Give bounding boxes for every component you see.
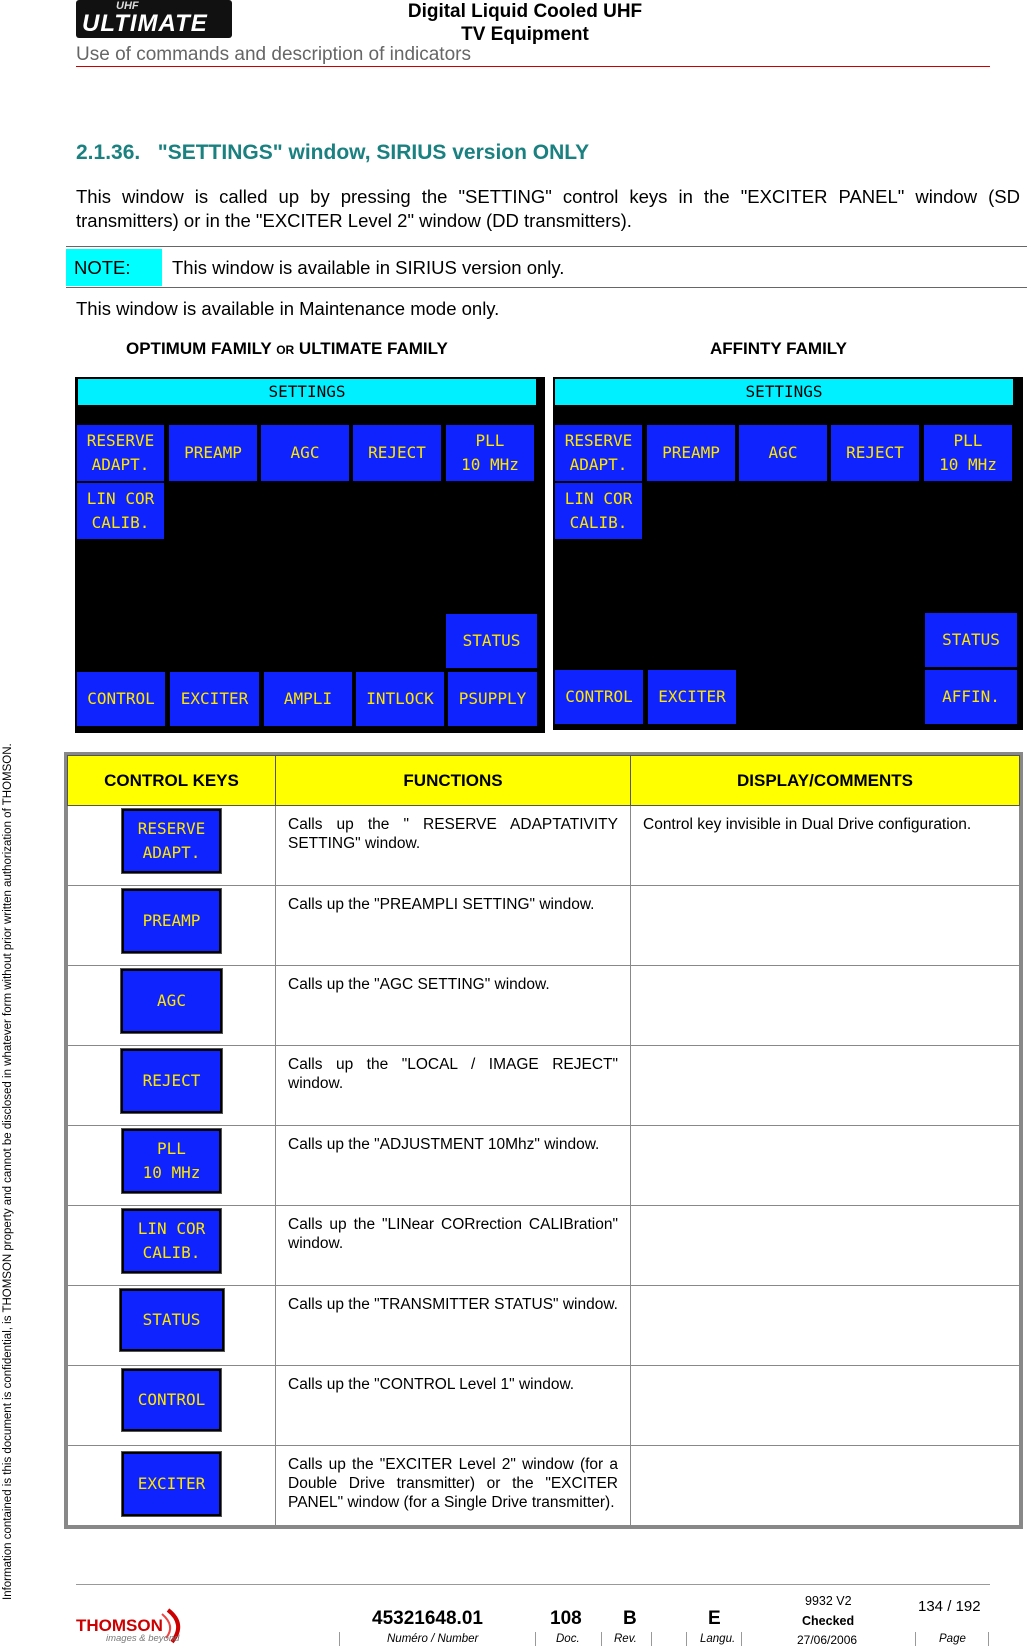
document-title: Digital Liquid Cooled UHF TV Equipment <box>407 1 643 45</box>
label-langu: Langu. <box>700 1633 736 1645</box>
key-reserve-adapt[interactable]: RESERVE ADAPT. <box>555 425 642 481</box>
document-doc: 108 <box>550 1608 582 1629</box>
key-ampli[interactable]: AMPLI <box>264 672 352 726</box>
function-cell: Calls up the "TRANSMITTER STATUS" window. <box>276 1286 631 1366</box>
key-preamp[interactable]: PREAMP <box>647 425 735 481</box>
table-row <box>68 1126 1020 1206</box>
function-cell: Calls up the "PREAMPLI SETTING" window. <box>276 886 631 966</box>
key-lin-cor[interactable]: LIN COR CALIB. <box>555 483 642 539</box>
screen-title: SETTINGS <box>78 379 536 405</box>
footer-separator <box>339 1632 340 1646</box>
key-reserve-adapt[interactable]: RESERVE ADAPT. <box>77 425 164 481</box>
key-reject[interactable]: REJECT <box>121 1049 222 1113</box>
header-divider <box>76 66 990 67</box>
comment-cell: Control key invisible in Dual Drive configuration. <box>631 806 1020 886</box>
settings-screen-optimum <box>75 377 545 733</box>
thomson-logo: THOMSON images & beyond <box>76 1604 190 1644</box>
key-status[interactable]: STATUS <box>446 614 537 668</box>
document-rev: B <box>623 1608 637 1629</box>
header-display-comments: DISPLAY/COMMENTS <box>631 756 1020 806</box>
note-text: This window is available in SIRIUS version only. <box>172 257 565 278</box>
footer-separator <box>915 1632 916 1646</box>
function-cell: Calls up the "AGC SETTING" window. <box>276 966 631 1046</box>
chapter-subtitle: Use of commands and description of indicators <box>76 44 471 65</box>
function-cell: Calls up the " RESERVE ADAPTATIVITY SETTING" window. <box>276 806 631 886</box>
key-reject[interactable]: REJECT <box>353 425 441 481</box>
maintenance-remark: This window is available in Maintenance mode only. <box>76 298 500 319</box>
footer-separator <box>601 1632 602 1646</box>
function-cell: Calls up the "ADJUSTMENT 10Mhz" window. <box>276 1126 631 1206</box>
function-cell: Calls up the "EXCITER Level 2" window (for a Double Drive transmitter) or the "EXCITER PANEL" window (for a Single Drive transmitter). <box>276 1446 631 1526</box>
key-preamp[interactable]: PREAMP <box>169 425 257 481</box>
document-date: 27/06/2006 <box>797 1633 858 1647</box>
family-label-left: OPTIMUM FAMILY OR ULTIMATE FAMILY <box>126 339 448 358</box>
footer-divider <box>76 1584 990 1585</box>
key-exciter[interactable]: EXCITER <box>122 1452 221 1516</box>
intro-paragraph: This window is called up by pressing the "SETTING" control keys in the "EXCITER PANEL" window (SD transmitters) or in the "EXCITER Level 2" window (DD transmitters). <box>76 186 1020 231</box>
header-control-keys: CONTROL KEYS <box>68 756 276 806</box>
key-agc[interactable]: AGC <box>261 425 349 481</box>
key-control[interactable]: CONTROL <box>555 670 643 724</box>
comment-cell <box>631 886 1020 966</box>
table-row <box>68 1046 1020 1126</box>
key-pll[interactable]: PLL 10 MHz <box>122 1129 221 1193</box>
comment-cell <box>631 1126 1020 1206</box>
key-preamp[interactable]: PREAMP <box>122 889 221 953</box>
table-row <box>68 966 1020 1046</box>
comment-cell <box>631 1206 1020 1286</box>
table-header-row <box>68 756 1020 806</box>
key-intlock[interactable]: INTLOCK <box>356 672 444 726</box>
table-row <box>68 1446 1020 1526</box>
ultimate-logo: UHF ULTIMATE <box>76 0 232 38</box>
table-row <box>68 1286 1020 1366</box>
header-functions: FUNCTIONS <box>276 756 631 806</box>
key-pll[interactable]: PLL 10 MHz <box>446 425 534 481</box>
footer-separator <box>686 1632 687 1646</box>
family-label-right: AFFINTY FAMILY <box>710 339 847 358</box>
footer-separator <box>651 1632 652 1646</box>
checked-label: Checked <box>802 1614 855 1628</box>
page-number: 134 / 192 <box>918 1598 981 1615</box>
key-agc[interactable]: AGC <box>739 425 827 481</box>
screen-title: SETTINGS <box>555 379 1013 405</box>
confidentiality-notice: Information contained is this document is confidential, is THOMSON property and cannot be disclosed in whatever form without prior written authorization of THOMSON. <box>2 743 14 1600</box>
function-cell: Calls up the "LINear CORrection CALIBration" window. <box>276 1206 631 1286</box>
comment-cell <box>631 1046 1020 1126</box>
control-keys-table <box>67 755 1020 1526</box>
note-label: NOTE: <box>66 249 162 286</box>
footer-separator <box>535 1632 536 1646</box>
document-language: E <box>708 1608 721 1629</box>
table-row <box>68 1206 1020 1286</box>
key-pll[interactable]: PLL 10 MHz <box>924 425 1012 481</box>
table-row <box>68 806 1020 886</box>
document-number: 45321648.01 <box>372 1608 483 1629</box>
key-agc[interactable]: AGC <box>121 969 222 1033</box>
note-divider-top <box>66 246 1027 247</box>
key-reject[interactable]: REJECT <box>831 425 919 481</box>
function-cell: Calls up the "LOCAL / IMAGE REJECT" window. <box>276 1046 631 1126</box>
section-heading: 2.1.36. "SETTINGS" window, SIRIUS version ONLY <box>76 141 590 164</box>
note-divider-bottom <box>66 287 1027 288</box>
table-row <box>68 1366 1020 1446</box>
comment-cell <box>631 1286 1020 1366</box>
key-control[interactable]: CONTROL <box>122 1369 221 1431</box>
comment-cell <box>631 1366 1020 1446</box>
comment-cell <box>631 966 1020 1046</box>
key-psupply[interactable]: PSUPPLY <box>448 672 537 726</box>
table-row <box>68 886 1020 966</box>
label-page: Page <box>939 1633 966 1645</box>
label-doc: Doc. <box>556 1633 580 1645</box>
function-cell: Calls up the "CONTROL Level 1" window. <box>276 1366 631 1446</box>
key-exciter[interactable]: EXCITER <box>648 670 736 724</box>
label-rev: Rev. <box>614 1633 637 1645</box>
key-exciter[interactable]: EXCITER <box>170 672 259 726</box>
document-version: 9932 V2 <box>805 1594 852 1608</box>
key-lin-cor[interactable]: LIN COR CALIB. <box>122 1209 221 1273</box>
key-affin[interactable]: AFFIN. <box>925 670 1017 724</box>
key-status[interactable]: STATUS <box>925 613 1017 667</box>
comment-cell <box>631 1446 1020 1526</box>
footer-separator <box>741 1632 742 1646</box>
label-number: Numéro / Number <box>387 1633 479 1645</box>
key-control[interactable]: CONTROL <box>77 672 165 726</box>
key-reserve-adapt[interactable]: RESERVE ADAPT. <box>122 809 221 873</box>
key-lin-cor[interactable]: LIN COR CALIB. <box>77 483 164 539</box>
settings-screen-affinity <box>553 377 1023 730</box>
key-status[interactable]: STATUS <box>120 1289 224 1351</box>
footer-separator <box>988 1632 989 1646</box>
